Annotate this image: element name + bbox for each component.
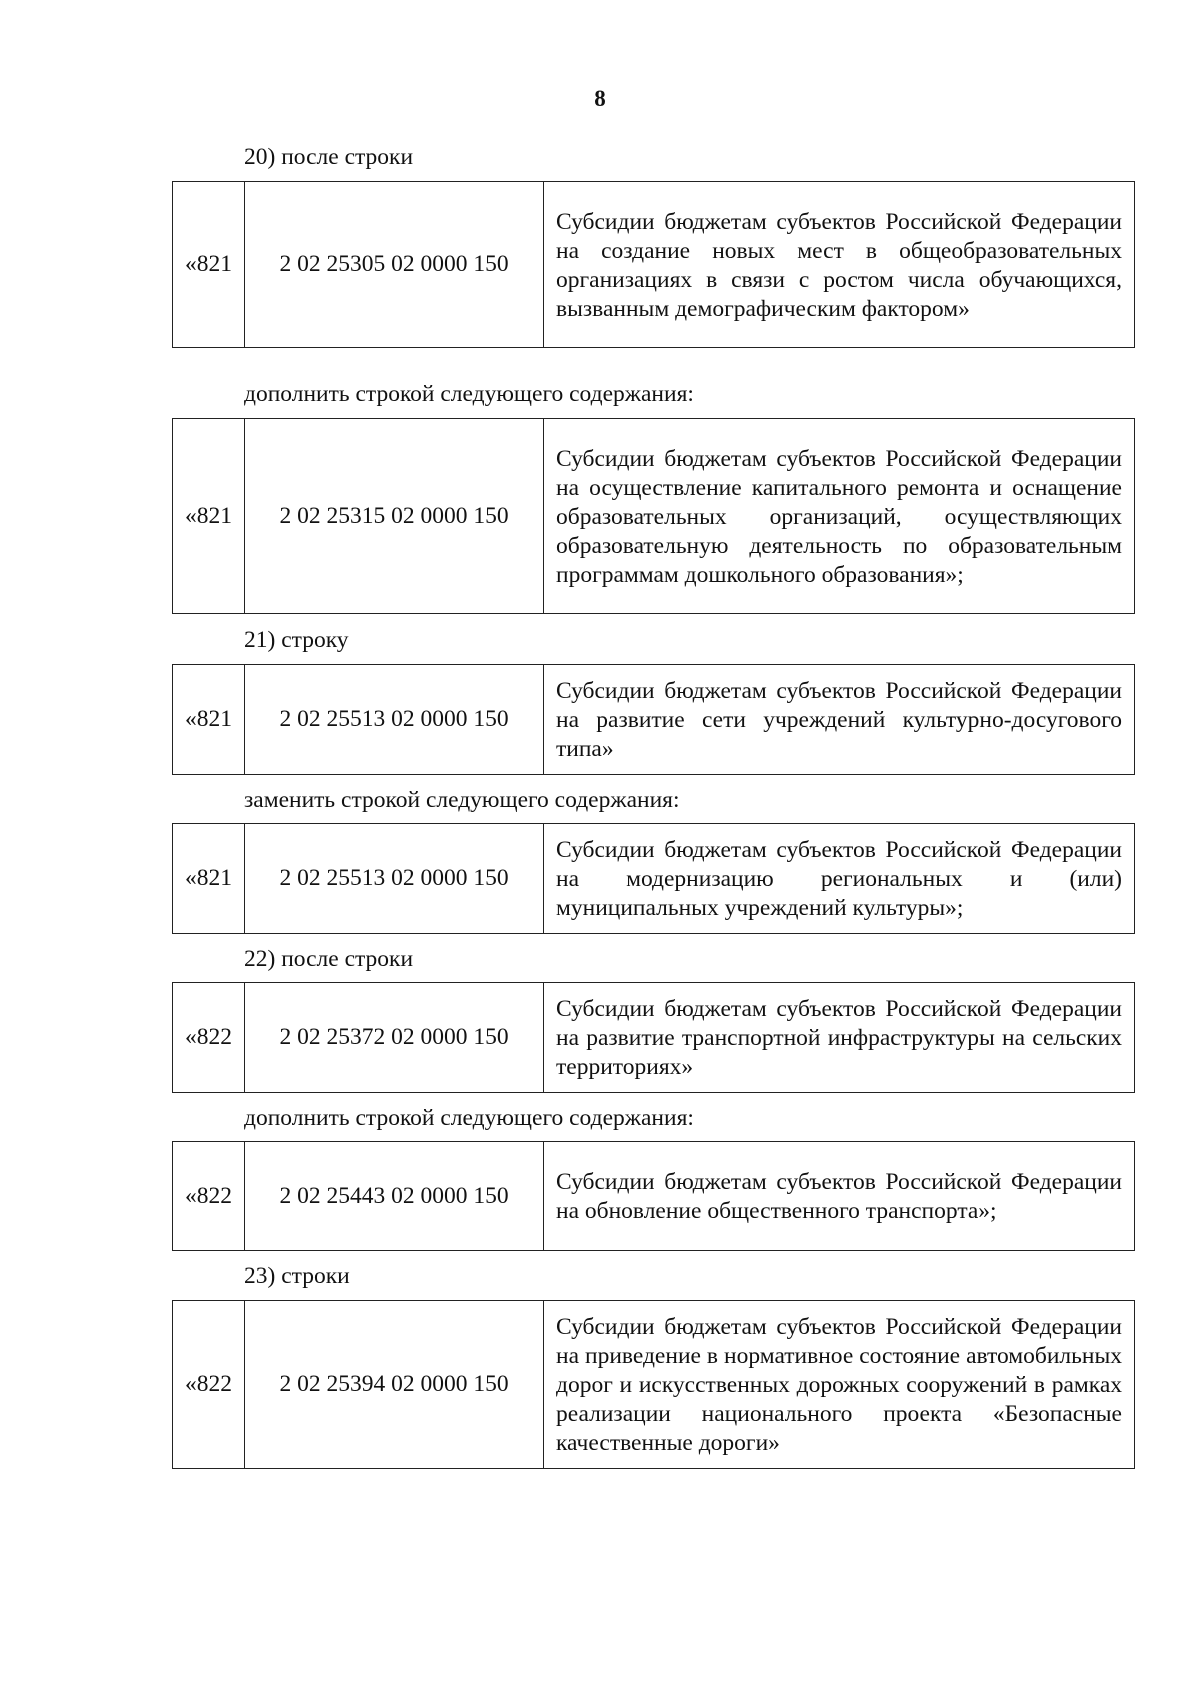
description-cell: Субсидии бюджетам субъектов Российской Федерации на развитие сети учреждений культурно-досугового типа» <box>544 665 1135 775</box>
admin-code-cell: «822 <box>173 1142 245 1251</box>
budget-table <box>172 982 1135 1093</box>
section-heading: 22) после строки <box>244 946 414 972</box>
section-heading: заменить строкой следующего содержания: <box>244 787 680 813</box>
table-row <box>173 1142 1135 1251</box>
budget-table <box>172 1300 1135 1469</box>
table-row <box>173 824 1135 934</box>
kbk-code-cell: 2 02 25443 02 0000 150 <box>245 1142 544 1251</box>
table-row <box>173 419 1135 614</box>
description-cell: Субсидии бюджетам субъектов Российской Федерации на приведение в нормативное состояние автомобильных дорог и искусственных дорожных сооружений в рамках реализации национального проекта «Безопасные качественные дороги» <box>544 1301 1135 1469</box>
admin-code-cell: «821 <box>173 419 245 614</box>
description-cell: Субсидии бюджетам субъектов Российской Федерации на создание новых мест в общеобразовательных организациях в связи с ростом числа обучающихся, вызванным демографическим фактором» <box>544 182 1135 348</box>
admin-code-cell: «821 <box>173 824 245 934</box>
table-row <box>173 1301 1135 1469</box>
kbk-code-cell: 2 02 25305 02 0000 150 <box>245 182 544 348</box>
budget-table <box>172 664 1135 775</box>
budget-table <box>172 418 1135 614</box>
kbk-code-cell: 2 02 25315 02 0000 150 <box>245 419 544 614</box>
budget-table <box>172 823 1135 934</box>
section-heading: 21) строку <box>244 627 349 653</box>
admin-code-cell: «821 <box>173 665 245 775</box>
section-heading: 23) строки <box>244 1263 350 1289</box>
kbk-code-cell: 2 02 25513 02 0000 150 <box>245 824 544 934</box>
kbk-code-cell: 2 02 25513 02 0000 150 <box>245 665 544 775</box>
description-cell: Субсидии бюджетам субъектов Российской Федерации на обновление общественного транспорта»; <box>544 1142 1135 1251</box>
table-row <box>173 665 1135 775</box>
section-heading: дополнить строкой следующего содержания: <box>244 1105 694 1131</box>
description-cell: Субсидии бюджетам субъектов Российской Федерации на модернизацию региональных и (или) муниципальных учреждений культуры»; <box>544 824 1135 934</box>
description-cell: Субсидии бюджетам субъектов Российской Федерации на развитие транспортной инфраструктуры на сельских территориях» <box>544 983 1135 1093</box>
table-row <box>173 182 1135 348</box>
admin-code-cell: «821 <box>173 182 245 348</box>
kbk-code-cell: 2 02 25394 02 0000 150 <box>245 1301 544 1469</box>
page-number: 8 <box>594 86 606 111</box>
description-cell: Субсидии бюджетам субъектов Российской Федерации на осуществление капитального ремонта и оснащение образовательных организаций, осуществляющих образовательную деятельность по образовательным программам дошкольного образования»; <box>544 419 1135 614</box>
kbk-code-cell: 2 02 25372 02 0000 150 <box>245 983 544 1093</box>
admin-code-cell: «822 <box>173 1301 245 1469</box>
budget-table <box>172 1141 1135 1251</box>
table-row <box>173 983 1135 1093</box>
section-heading: 20) после строки <box>244 144 414 170</box>
budget-table <box>172 181 1135 348</box>
admin-code-cell: «822 <box>173 983 245 1093</box>
section-heading: дополнить строкой следующего содержания: <box>244 381 694 407</box>
